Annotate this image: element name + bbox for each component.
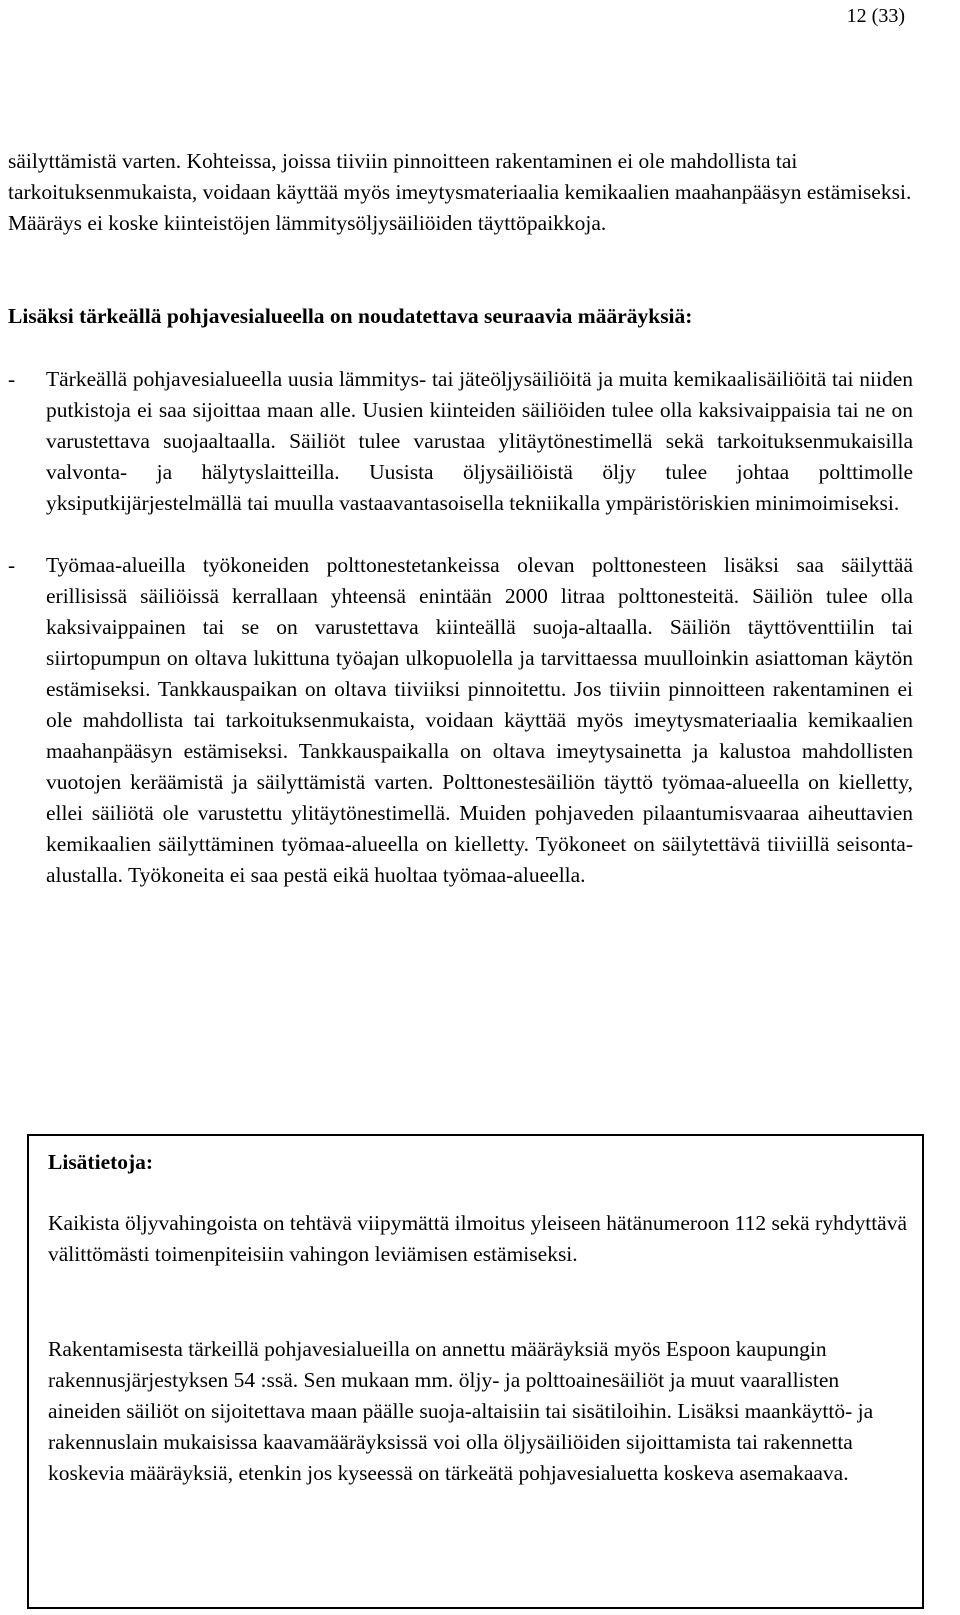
- list-dash: -: [8, 553, 16, 577]
- intro-paragraph: säilyttämistä varten. Kohteissa, joissa tiiviin pinnoitteen rakentaminen ei ole mahdollista tai tarkoituksenmukaista, voidaan käyttää myös imeytysmateriaalia kemikaalien maahanpääsyn estämiseksi. Määräys ei koske kiinteistöjen lämmitysöljysäiliöiden täyttöpaikkoja.: [8, 149, 912, 235]
- list-item-text: Tärkeällä pohjavesialueella uusia lämmitys- tai jäteöljysäiliöitä ja muita kemikaalisäiliöitä tai niiden putkistoja ei saa sijoittaa maan alle. Uusien kiinteiden säiliöiden tulee olla kaksivaippaisia tai ne on varustettava suojaaltaalla. Säiliöt tulee varustaa ylitäytönestimellä sekä tarkoituksenmukaisilla valvonta- ja hälytyslaitteilla. Uusista öljysäiliöistä öljy tulee johtaa polttimolle yksiputkijärjestelmällä tai muulla vastaavantasoisella tekniikalla ympäristöriskien minimoimiseksi.: [46, 367, 913, 515]
- list-item-text: Työmaa-alueilla työkoneiden polttonestetankeissa olevan polttonesteen lisäksi saa säilyttää erillisissä säiliöissä kerrallaan yhteensä enintään 2000 litraa polttonesteitä. Säiliön tulee olla kaksivaippainen tai se on varustettava kiinteällä suoja-altaalla. Säiliön täyttöventtiilin tai siirtopumpun on oltava lukittuna työajan ulkopuolella ja tarvittaessa muulloinkin asiattoman käytön estämiseksi. Tankkauspaikan on oltava tiiviiksi pinnoitettu. Jos tiiviin pinnoitteen rakentaminen ei ole mahdollista tai tarkoituksenmukaista, voidaan käyttää myös imeytysmateriaalia kemikaalien maahanpääsyn estämiseksi. Tankkauspaikalla on oltava imeytysainetta ja kalustoa mahdollisten vuotojen keräämistä ja säilyttämistä varten. Polttonestesäiliön täyttö työmaa-alueella on kielletty, ellei säiliötä ole varustettu ylitäytönestimellä. Muiden pohjaveden pilaantumisvaaraa aiheuttavien kemikaalien säilyttäminen työmaa-alueella on kielletty. Työkoneet on säilytettävä tiiviillä seisonta-alustalla. Työkoneita ei saa pestä eikä huoltaa työmaa-alueella.: [46, 553, 913, 887]
- info-box-paragraph-1: Kaikista öljyvahingoista on tehtävä viipymättä ilmoitus yleiseen hätänumeroon 112 sekä ryhdyttävä välittömästi toimenpiteisiin vahingon leviämisen estämiseksi.: [48, 1211, 908, 1266]
- info-box-heading: Lisätietoja:: [48, 1150, 154, 1174]
- list-dash: -: [8, 367, 16, 391]
- regulation-list: [8, 364, 913, 922]
- info-box-paragraph-2: Rakentamisesta tärkeillä pohjavesialueilla on annettu määräyksiä myös Espoon kaupungin rakennusjärjestyksen 54 :ssä. Sen mukaan mm. öljy- ja polttoainesäiliöt ja muut vaarallisten aineiden säiliöt on sijoitettava maan päälle suoja-altaisiin tai sisätiloihin. Lisäksi maankäyttö- ja rakennuslain mukaisissa kaavamääräyksissä voi olla öljysäiliöiden sijoittamista tai rakennetta koskevia määräyksiä, etenkin jos kyseessä on tärkeätä pohjavesialuetta koskeva asemakaava.: [48, 1337, 874, 1485]
- list-item: [8, 550, 913, 891]
- page-number: 12 (33): [846, 5, 905, 27]
- list-item: [8, 364, 913, 519]
- section-heading: Lisäksi tärkeällä pohjavesialueella on noudatettava seuraavia määräyksiä:: [8, 304, 693, 328]
